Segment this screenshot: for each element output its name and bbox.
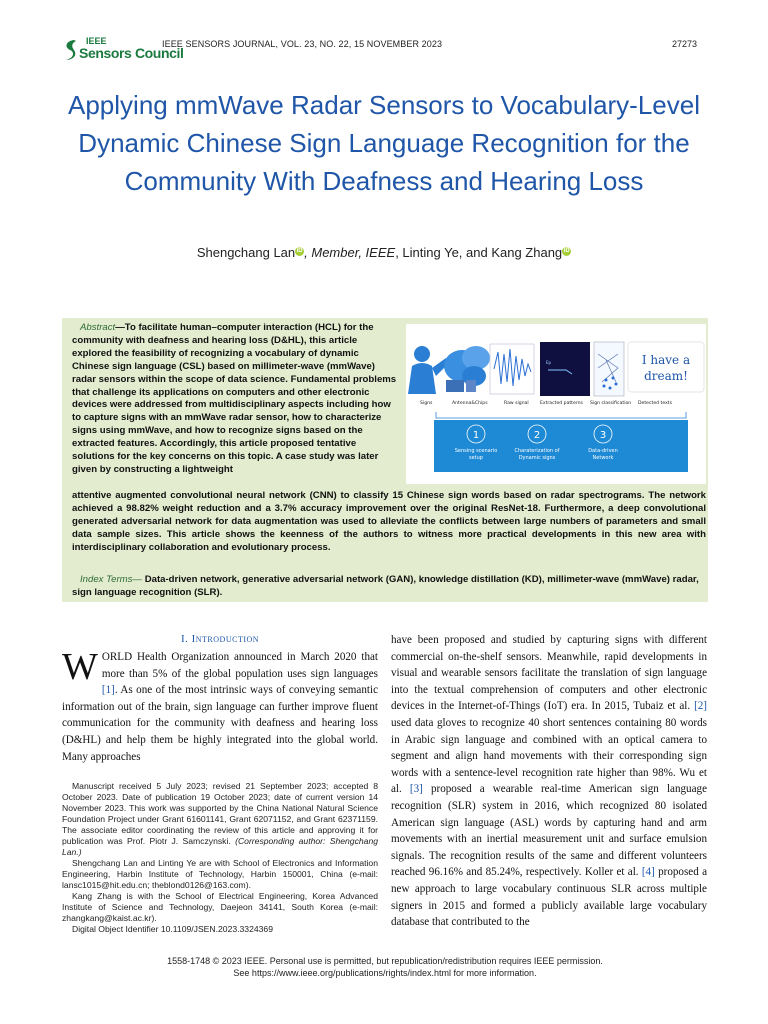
index-terms-label: Index Terms— (80, 574, 143, 585)
bubble-text-1: I have a (641, 353, 691, 367)
abstract-text-left (72, 322, 398, 477)
abstract-text-full: attentive augmented convolutional neural network (CNN) to classify 15 Chinese sign words based on radar spectrograms. The network achieved a 98.82% weight reduction and a 3.7% accuracy improvement over the original ResNet-18. Furthermore, a deep convolutional generated adversarial network for data augmentation was used to alleviate the conflicts between large numbers of parameters and small data sample sizes. This article shows the keenness of the authors to witness more practical developments in this new area with interdisciplinary collaboration and evolutionary process. (72, 490, 706, 553)
step-label: Dynamic signs (518, 455, 556, 461)
copyright-line: 1558-1748 © 2023 IEEE. Personal use is permitted, but republication/redistribution requires IEEE permission. (167, 956, 603, 966)
section-heading (62, 633, 378, 645)
index-terms (72, 574, 706, 600)
journal-header: IEEE SENSORS JOURNAL, VOL. 23, NO. 22, 15 NOVEMBER 2023 (162, 39, 443, 49)
author-membership: , Member, IEEE (304, 245, 396, 260)
steps-band (434, 420, 688, 472)
index-terms-text: Data-driven network, generative adversarial network (GAN), knowledge distillation (KD), millimeter-wave (mmWave) radar, sign language recognition (SLR). (72, 574, 699, 598)
footnote-manuscript (62, 781, 378, 858)
citation-link[interactable]: [4] (641, 866, 655, 879)
intro-text: ORLD Health Organization announced in March 2020 that more than 5% of the global population uses sign languages (101, 651, 378, 680)
citation-link[interactable]: [1] (101, 684, 115, 697)
copyright-notice (62, 956, 708, 979)
footnote-doi: Digital Object Identifier 10.1109/JSEN.2023.3324369 (72, 924, 273, 934)
logo-sensors-council-text: Sensors Council (79, 45, 184, 61)
abstract-dash: — (115, 322, 125, 333)
antenna-chip-icon (446, 380, 476, 392)
intro-paragraph-right (391, 632, 707, 931)
graphical-abstract-figure (406, 324, 706, 484)
intro-text: proposed a wearable real-time American sign language recognition (SLR) system in 2016, which recognized 80 isolated American sign language (ASL) words by capturing hand and arm movements with an inertial measurement unit and surface emulsion signals. The recognition results of the same and different volunteers reached 96.16% and 85.24%, respectively. Koller et al. (391, 783, 707, 879)
copyright-url-line[interactable]: See https://www.ieee.org/publications/rights/index.html for more information. (233, 967, 537, 978)
speech-bubble-icon (628, 342, 704, 392)
bubble-text-2: dream! (644, 369, 688, 383)
step-label: setup (469, 455, 483, 461)
section-title: Introduction (191, 633, 260, 645)
intro-paragraph-left (62, 646, 378, 765)
stage-label: Extracted patterns (540, 401, 583, 406)
page-number: 27273 (672, 39, 698, 49)
drop-cap: W (62, 646, 98, 688)
stage-label: Raw signal (504, 401, 529, 406)
figure-pipeline-svg (406, 324, 706, 484)
footnote-text: Manuscript received 5 July 2023; revised 21 September 2023; accepted 8 October 2023. Date of publication 19 October 2023; date of current version 14 November 2023. This work was supported by the China National Natural Science Foundation Project under Grant 61601141, Grant 62071152, and Grant 62371159. The associate editor coordinating the review of this article and approving it for publication was Prof. Piotr J. Samczynski. (62, 781, 378, 846)
svg-text:Ep: Ep (546, 360, 552, 365)
abstract-label: Abstract (80, 322, 116, 333)
step-number: 3 (599, 430, 607, 441)
paper-title: Applying mmWave Radar Sensors to Vocabulary-Level Dynamic Chinese Sign Language Recognition for the Community With Deafness and Hearing Loss (68, 90, 700, 196)
stage-label: Antenna&Chips (452, 401, 488, 406)
sensors-council-swirl-icon (62, 38, 80, 62)
orcid-icon[interactable]: iD (563, 247, 570, 254)
step-label: Network (592, 455, 614, 461)
abstract-body-left: To facilitate human–computer interaction (HCL) for the community with deafness and hearing loss (D&HL), this article explored the feasibility of recognizing a vocabulary of dynamic Chinese sign language (CSL) based on millimeter-wave (mmWave) radar sensors within the scope of data science. Fundamental problems that challenge its applications on computers and other electronic devices were addressed from multidisciplinary aspects including how to capture signs with an mmWave radar sensor, how to characterize signs using mmWave, and how to recognize signs based on the extracted features. Accordingly, this article proposed tentative solutions for the key concerns on this topic. A case study was later given by constructing a lightweight (72, 322, 397, 475)
intro-text: proposed a new approach to large vocabulary continuous SLR across multiple signers in 2015 and formed a publicly available large vocabulary database that contributed to the (391, 866, 707, 929)
step-label: Data-driven (588, 448, 618, 454)
author-list (60, 245, 708, 260)
spectrogram-icon (540, 342, 590, 396)
footnote-affiliation-2: Kang Zhang is with the School of Electrical Engineering, Korea Advanced Institute of Science and Technology, Daejeon 34141, South Korea (e-mail: zhangkang@kaist.ac.kr). (62, 891, 378, 923)
author-name: Shengchang Lan (196, 245, 296, 260)
intro-text: used data gloves to recognize 40 short sentences containing 80 words in Arabic sign language and combined with an optical camera to segment and align hand movements with their corresponding sign words with a sentence-level recognition rate higher than 98%. Wu et al. (391, 716, 707, 796)
intro-text: have been proposed and studied by capturing signs with different commercial on-the-shelf sensors. Meanwhile, rapid developments in visual and wearable sensors facilitate the translation of sign language into the textual comprehension of computers and other electronic devices in the Internet-of-Things (IoT) era. In 2015, Tubaiz et al. (391, 634, 707, 713)
footnote-affiliation-1: Shengchang Lan and Linting Ye are with School of Electronics and Information Engineering, Harbin Institute of Technology, Harbin 150001, China (e-mail: lansc1015@hit.edu.cn; theblond0126@163.com). (62, 858, 378, 890)
intro-text: . As one of the most intrinsic ways of conveying semantic information out of the brain, sign language can further improve fluent communication for the community with deafness and hearing loss (D&HL) and help them be highly integrated into the global world. Many approaches (62, 684, 378, 763)
ieee-sensors-council-logo (62, 36, 184, 66)
stage-label: Detected texts (638, 401, 672, 406)
logo-ieee-text: IEEE (86, 36, 107, 46)
first-page-footnotes (62, 781, 378, 935)
neural-network-icon (594, 342, 624, 396)
orcid-icon[interactable]: iD (296, 247, 303, 254)
raw-signal-icon (490, 344, 534, 394)
step-label: Sensing scenario (454, 448, 498, 454)
corresponding-author: (Corresponding author: Shengchang Lan.) (62, 836, 379, 857)
stage-label: Sign classification (590, 401, 632, 406)
citation-link[interactable]: [2] (694, 700, 707, 713)
stage-label: Signs (420, 401, 433, 406)
step-number: 2 (533, 430, 541, 441)
author-names-rest: , Linting Ye, and Kang Zhang (395, 245, 563, 260)
citation-link[interactable]: [3] (409, 783, 423, 796)
step-label: Charaterization of (514, 448, 560, 454)
section-number: I. (180, 633, 189, 645)
step-number: 1 (472, 430, 480, 441)
